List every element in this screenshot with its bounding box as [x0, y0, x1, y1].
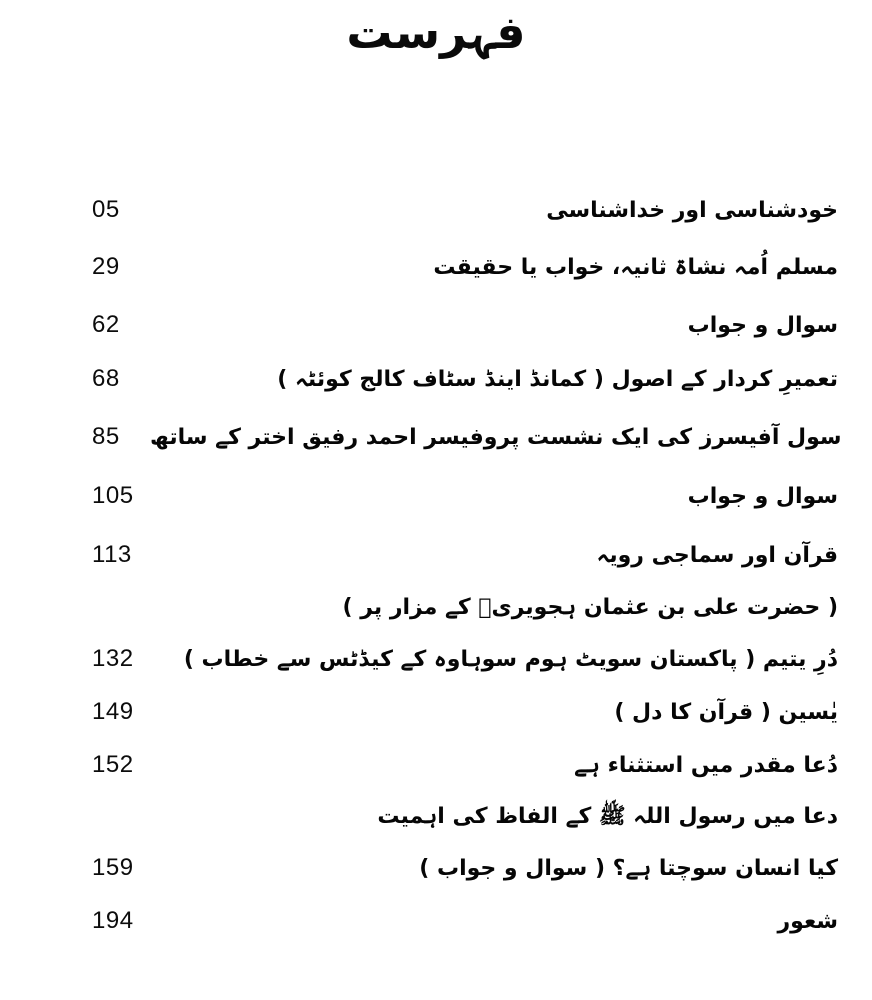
- toc-entry-title: کیا انسان سوچتا ہے؟ ( سوال و جواب ): [419, 856, 838, 881]
- toc-page-number: 113: [92, 541, 132, 568]
- toc-entry[interactable]: [0, 365, 872, 395]
- toc-entry-subtitle[interactable]: [0, 802, 872, 832]
- toc-entry[interactable]: [0, 645, 872, 675]
- toc-entry-title: تعمیرِ کردار کے اصول ( کمانڈ اینڈ سٹاف کالج کوئٹہ ): [277, 367, 838, 392]
- toc-page-number: 132: [92, 645, 134, 672]
- toc-entry[interactable]: [0, 482, 872, 512]
- toc-entry-title: سوال و جواب: [687, 313, 838, 338]
- toc-entry[interactable]: [0, 907, 872, 937]
- toc-page-number: 62: [92, 311, 120, 338]
- toc-entry-title: قرآن اور سماجی رویہ: [596, 543, 838, 568]
- toc-entry-title: ( حضرت علی بن عثمان ہجویریؒ کے مزار پر ): [342, 595, 838, 620]
- page-title: فہرست: [346, 6, 526, 59]
- toc-page-number: 68: [92, 365, 120, 392]
- toc-entry-title: شعور: [777, 909, 838, 934]
- toc-entry-subtitle[interactable]: [0, 593, 872, 623]
- toc-entry[interactable]: [0, 698, 872, 728]
- toc-entry[interactable]: [0, 196, 872, 226]
- table-of-contents-list: [0, 196, 872, 937]
- toc-entry-title: سوال و جواب: [687, 484, 838, 509]
- toc-page-number: 05: [92, 196, 120, 223]
- toc-page-number: 105: [92, 482, 134, 509]
- toc-page-number: 194: [92, 907, 134, 934]
- toc-entry[interactable]: [0, 854, 872, 884]
- toc-page-number: 159: [92, 854, 134, 881]
- toc-entry-title: مسلم اُمہ نشاۃ ثانیہ، خواب یا حقیقت: [433, 255, 838, 280]
- toc-page-number: 152: [92, 751, 134, 778]
- toc-page-number: 29: [92, 253, 120, 280]
- toc-entry-title: یٰسین ( قرآن کا دل ): [614, 700, 838, 725]
- toc-entry-title: دُعا مقدر میں استثناء ہے: [574, 753, 838, 778]
- toc-entry[interactable]: [0, 311, 872, 341]
- toc-entry[interactable]: [0, 541, 872, 571]
- toc-entry-title: دعا میں رسول اللہ ﷺ کے الفاظ کی اہمیت: [377, 804, 838, 829]
- toc-page-number: 149: [92, 698, 134, 725]
- toc-entry[interactable]: [0, 751, 872, 781]
- toc-entry[interactable]: [0, 423, 872, 453]
- toc-entry-title: سول آفیسرز کی ایک نشست پروفیسر احمد رفیق اختر کے ساتھ: [150, 425, 842, 450]
- toc-entry-title: دُرِ یتیم ( پاکستان سویٹ ہوم سوہاوہ کے کیڈٹس سے خطاب ): [183, 647, 838, 672]
- toc-entry[interactable]: [0, 253, 872, 283]
- toc-page-number: 85: [92, 423, 120, 450]
- toc-entry-title: خودشناسی اور خداشناسی: [546, 198, 838, 223]
